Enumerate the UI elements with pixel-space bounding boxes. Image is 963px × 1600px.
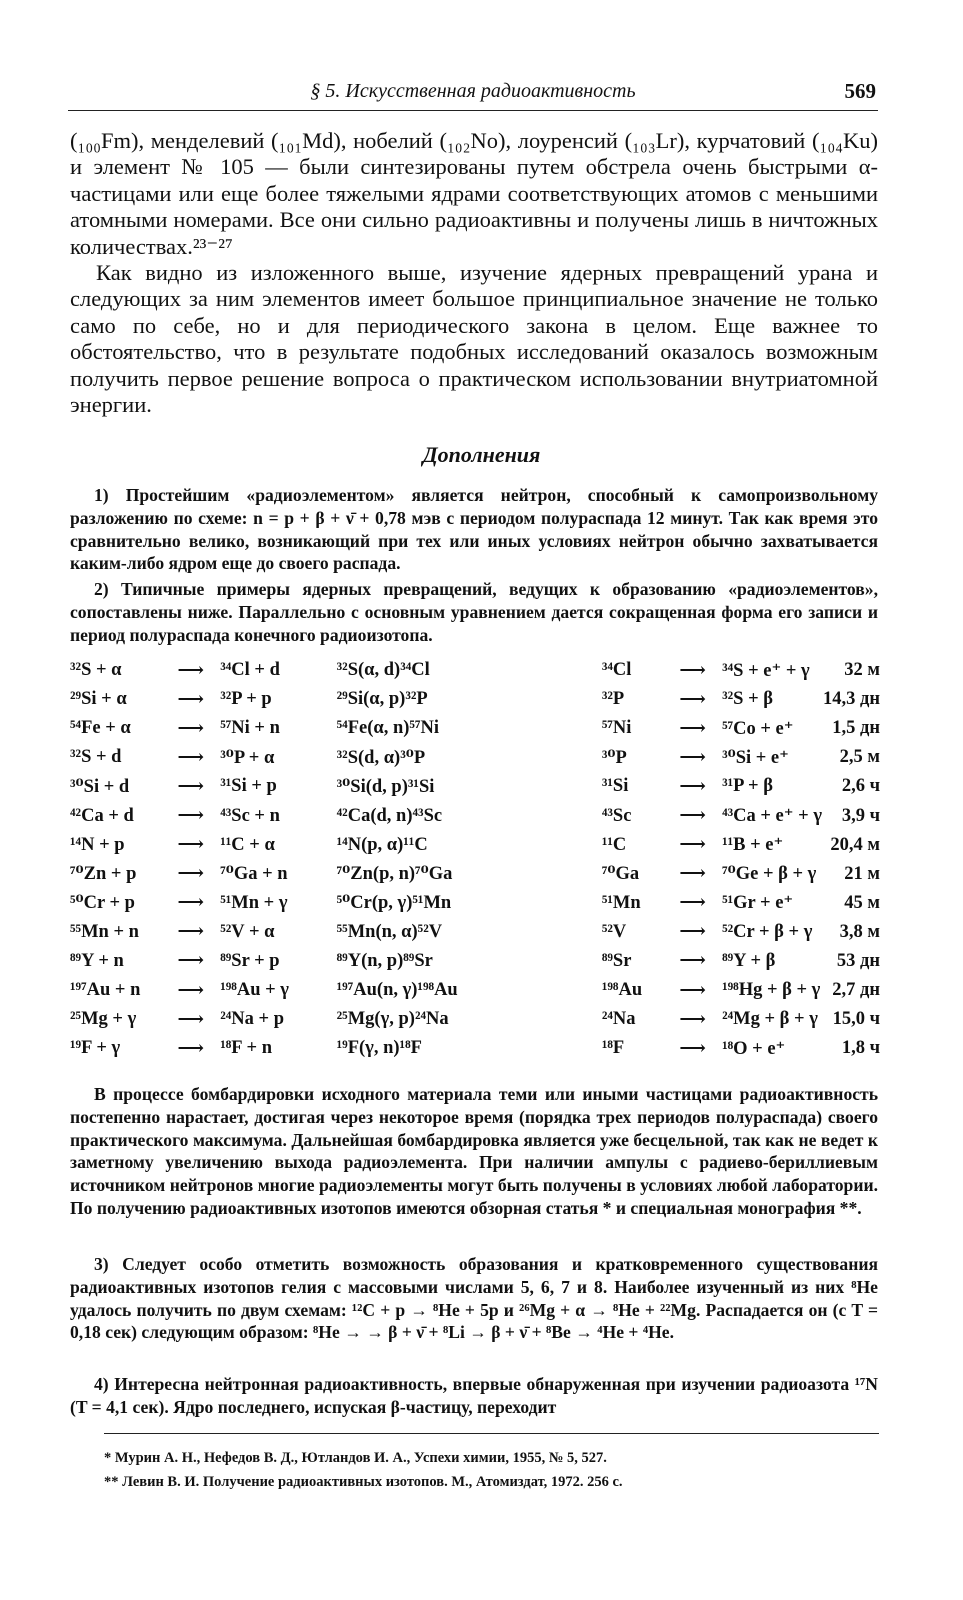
half-life: 21 м <box>844 863 880 884</box>
note-text: В процессе бомбардировки исходного материала теми или иными частицами радиоактивность постепенно нарастает, достигая через некоторое время (порядка трех периодов полураспада) своего практического максимума. Дальнейшая бомбардировка является уже бесцельной, так как не ведет к заметному увеличению выхода радиоэлемента. При наличии ампулы с радиево-бериллиевым источником нейтронов многие радиоэлементы могут быть получены в условиях любой лаборатории. По получению радиоактивных изотопов имеются обзорная статья * и специальная монография **. <box>70 1084 878 1218</box>
decay-products: ⁵²Cr + β + γ <box>722 921 813 942</box>
decay-products: ³⁰Si + e⁺ <box>722 747 789 768</box>
products: ⁸⁹Sr + p <box>220 950 280 971</box>
half-life: 32 м <box>844 660 880 681</box>
radioisotope: ⁷⁰Ga <box>601 864 640 885</box>
products: ⁵⁷Ni + n <box>220 718 280 739</box>
reactants: ⁷⁰Zn + p <box>70 864 137 885</box>
decay-products: ⁷⁰Ge + β + γ <box>722 864 817 885</box>
short-notation: ⁵⁴Fe(α, n)⁵⁷Ni <box>336 718 440 739</box>
reaction-arrow: ⟶ <box>177 806 205 827</box>
note-text: 1) Простейшим «радиоэлементом» является нейтрон, способный к самопроизвольному разложению по схеме: n = p + β + ν̄ + 0,78 мэв с периодом полураспада 12 минут. Так как время это сравнительно велико, возникающий при тех или иных условиях нейтрон обычно захватывается каким-либо ядром еще до своего распада. <box>70 485 878 574</box>
reaction-arrow: ⟶ <box>177 1009 205 1030</box>
reaction-arrow: ⟶ <box>177 864 205 885</box>
radioisotope: ⁴³Sc <box>601 805 632 826</box>
reaction-arrow: ⟶ <box>177 718 205 739</box>
radioisotope: ³⁴Cl <box>601 660 632 681</box>
half-life: 45 м <box>844 892 880 913</box>
half-life: 3,9 ч <box>841 805 880 826</box>
reactants: ⁴²Ca + d <box>70 805 134 826</box>
decay-products: ³¹P + β <box>722 776 773 797</box>
short-notation: ¹⁴N(p, α)¹¹C <box>336 834 428 855</box>
reactants: ¹⁹F + γ <box>70 1038 121 1059</box>
note-2-continued <box>70 1083 878 1220</box>
radioisotope: ¹¹C <box>601 834 627 855</box>
radioisotope: ²⁴Na <box>601 1009 636 1030</box>
products: ³¹Si + p <box>220 776 277 797</box>
decay-products: ⁵⁷Co + e⁺ <box>722 718 794 739</box>
decay-arrow: ⟶ <box>679 689 706 710</box>
table-row <box>70 831 880 860</box>
short-notation: ⁷⁰Zn(p, n)⁷⁰Ga <box>336 864 453 885</box>
decay-arrow: ⟶ <box>679 660 706 681</box>
short-notation: ³⁰Si(d, p)³¹Si <box>336 776 435 797</box>
reaction-arrow: ⟶ <box>177 660 205 681</box>
reactants: ¹⁹⁷Au + n <box>70 980 141 1001</box>
reaction-arrow: ⟶ <box>177 951 205 972</box>
decay-arrow: ⟶ <box>679 980 706 1001</box>
reaction-arrow: ⟶ <box>177 893 205 914</box>
half-life: 53 дн <box>836 950 880 971</box>
reactants: ³²S + d <box>70 747 122 768</box>
decay-products: ¹⁸O + e⁺ <box>722 1038 786 1059</box>
half-life: 14,3 дн <box>822 689 880 710</box>
paragraph-text: Как видно из изложенного выше, изучение ядерных превращений урана и следующих за ним элементов имеет большое принципиальное значение не только само по себе, но и для периодического закона в целом. Еще важнее то обстоятельство, что в результате подобных исследований оказалось возможным получить первое решение вопроса о практическом использовании внутриатомной энергии. <box>70 260 878 418</box>
decay-arrow: ⟶ <box>679 776 706 797</box>
products: ⁵¹Mn + γ <box>220 892 288 913</box>
decay-arrow: ⟶ <box>679 835 706 856</box>
decay-products: ¹¹B + e⁺ <box>722 835 784 856</box>
short-notation: ⁵⁰Cr(p, γ)⁵¹Mn <box>336 893 452 914</box>
radioisotope: ⁵⁷Ni <box>601 718 632 739</box>
table-row <box>70 685 880 714</box>
half-life: 20,4 м <box>830 834 880 855</box>
note-text: 3) Следует особо отметить возможность образования и кратковременного существования радиоактивных изотопов гелия с массовыми числами 5, 6, 7 и 8. Наиболее изученный из них ⁸He удалось получить по двум схемам: ¹²C + p → ⁸He + 5p и ²⁶Mg + α → ⁸He + ²²Mg. Распадается он (с T = 0,18 сек) следующим образом: ⁸He → → β + ν̄ + ⁸Li → β + ν̄ + ⁸Be → ⁴He + ⁴He. <box>70 1254 878 1343</box>
table-row <box>70 889 880 918</box>
short-notation: ²⁹Si(α, p)³²P <box>336 689 428 710</box>
products: ¹⁹⁸Au + γ <box>220 980 289 1001</box>
note-4 <box>70 1373 878 1419</box>
products: ⁷⁰Ga + n <box>220 864 288 885</box>
table-row <box>70 1005 880 1034</box>
half-life: 15,0 ч <box>832 1009 880 1030</box>
reaction-arrow: ⟶ <box>177 922 205 943</box>
decay-arrow: ⟶ <box>679 951 706 972</box>
short-notation: ¹⁹F(γ, n)¹⁸F <box>336 1038 422 1059</box>
decay-arrow: ⟶ <box>679 1009 706 1030</box>
decay-arrow: ⟶ <box>679 718 706 739</box>
products: ³²P + p <box>220 689 272 710</box>
decay-arrow: ⟶ <box>679 864 706 885</box>
footnote-divider <box>104 1433 879 1434</box>
reactants: ⁵⁵Mn + n <box>70 921 139 942</box>
reaction-arrow: ⟶ <box>177 689 205 710</box>
decay-products: ³²S + β <box>722 689 773 710</box>
table-row <box>70 860 880 889</box>
products: ³⁰P + α <box>220 747 275 768</box>
short-notation: ⁴²Ca(d, n)⁴³Sc <box>336 805 443 826</box>
half-life: 2,6 ч <box>841 776 880 797</box>
note-2 <box>70 578 878 646</box>
reactions-table <box>70 656 880 1063</box>
reactants: ⁵⁴Fe + α <box>70 718 131 739</box>
paragraph-continued <box>70 128 878 260</box>
radioisotope: ¹⁹⁸Au <box>601 980 643 1001</box>
table-row <box>70 976 880 1005</box>
footnote-1: * Мурин А. Н., Нефедов В. Д., Ютландов И. А., Успехи химии, 1955, № 5, 527. <box>104 1450 607 1466</box>
section-heading: Дополнения <box>422 442 541 467</box>
page-number: 569 <box>844 79 876 103</box>
reactants: ³²S + α <box>70 660 122 681</box>
products: ³⁴Cl + d <box>220 660 280 681</box>
table-row <box>70 918 880 947</box>
half-life: 3,8 м <box>839 921 880 942</box>
radioisotope: ⁸⁹Sr <box>601 950 632 971</box>
decay-arrow: ⟶ <box>679 747 706 768</box>
table-row <box>70 801 880 830</box>
half-life: 2,5 м <box>839 747 880 768</box>
products: ⁴³Sc + n <box>220 805 280 826</box>
radioisotope: ³²P <box>601 689 625 710</box>
note-1 <box>70 484 878 575</box>
running-title: § 5. Искусственная радиоактивность <box>310 80 636 102</box>
reactants: ¹⁴N + p <box>70 834 125 855</box>
short-notation: ⁸⁹Y(n, p)⁸⁹Sr <box>336 950 433 971</box>
note-text: 2) Типичные примеры ядерных превращений, ведущих к образованию «радиоэлементов», сопоставлены ниже. Параллельно с основным уравнением дается сокращенная форма его записи и период полураспада конечного радиоизотопа. <box>70 579 878 645</box>
table-row <box>70 772 880 801</box>
decay-arrow: ⟶ <box>679 806 706 827</box>
decay-products: ⁸⁹Y + β <box>722 950 776 971</box>
decay-arrow: ⟶ <box>679 1038 706 1059</box>
radioisotope: ⁵²V <box>601 921 627 942</box>
half-life: 1,8 ч <box>841 1038 880 1059</box>
radioisotope: ¹⁸F <box>601 1038 625 1059</box>
decay-products: ¹⁹⁸Hg + β + γ <box>722 980 821 1001</box>
reactants: ²⁹Si + α <box>70 689 127 710</box>
table-row <box>70 714 880 743</box>
products: ²⁴Na + p <box>220 1009 285 1030</box>
decay-products: ⁴³Ca + e⁺ + γ <box>722 806 822 827</box>
short-notation: ³²S(d, α)³⁰P <box>336 747 426 768</box>
table-row <box>70 947 880 976</box>
reactants: ⁸⁹Y + n <box>70 950 124 971</box>
table-row <box>70 656 880 685</box>
products: ¹¹C + α <box>220 834 275 855</box>
table-row <box>70 1034 880 1063</box>
reaction-arrow: ⟶ <box>177 835 205 856</box>
products: ¹⁸F + n <box>220 1038 273 1059</box>
reactants: ²⁵Mg + γ <box>70 1009 137 1030</box>
note-text: 4) Интересна нейтронная радиоактивность, впервые обнаруженная при изучении радиоазота ¹⁷N (T = 4,1 сек). Ядро последнего, испуская β-частицу, переходит <box>70 1374 878 1417</box>
paragraph-text: (₁₀₀Fm), менделевий (₁₀₁Md), нобелий (₁₀₂No), лоуренсий (₁₀₃Lr), курчатовий (₁₀₄Ku) и элемент № 105 — были синтезированы путем обстрела очень быстрыми α-частицами или еще более тяжелыми ядрами соответствующих атомов с меньшими атомными номерами. Все они сильно радиоактивны и получены лишь в ничтожных количествах.²³⁻²⁷ <box>70 128 878 259</box>
radioisotope: ³¹Si <box>601 776 629 797</box>
decay-products: ³⁴S + e⁺ + γ <box>722 660 810 681</box>
reaction-arrow: ⟶ <box>177 776 205 797</box>
decay-products: ²⁴Mg + β + γ <box>722 1009 818 1030</box>
footnote-2: ** Левин В. И. Получение радиоактивных изотопов. М., Атомиздат, 1972. 256 с. <box>104 1474 623 1490</box>
short-notation: ²⁵Mg(γ, p)²⁴Na <box>336 1009 449 1030</box>
short-notation: ⁵⁵Mn(n, α)⁵²V <box>336 921 443 942</box>
short-notation: ³²S(α, d)³⁴Cl <box>336 660 430 681</box>
reaction-arrow: ⟶ <box>177 747 205 768</box>
reaction-arrow: ⟶ <box>177 1038 205 1059</box>
reactants: ³⁰Si + d <box>70 776 130 797</box>
decay-products: ⁵¹Gr + e⁺ <box>722 893 794 914</box>
decay-arrow: ⟶ <box>679 893 706 914</box>
reaction-arrow: ⟶ <box>177 980 205 1001</box>
half-life: 2,7 дн <box>832 980 880 1001</box>
reactants: ⁵⁰Cr + p <box>70 893 135 914</box>
radioisotope: ⁵¹Mn <box>601 892 641 913</box>
table-row <box>70 743 880 772</box>
products: ⁵²V + α <box>220 921 275 942</box>
paragraph-conclusion <box>70 260 878 418</box>
note-3 <box>70 1253 878 1344</box>
decay-arrow: ⟶ <box>679 922 706 943</box>
short-notation: ¹⁹⁷Au(n, γ)¹⁹⁸Au <box>336 980 458 1001</box>
page-header <box>68 76 878 111</box>
half-life: 1,5 дн <box>832 718 880 739</box>
radioisotope: ³⁰P <box>601 747 627 768</box>
footnotes <box>104 1446 894 1494</box>
